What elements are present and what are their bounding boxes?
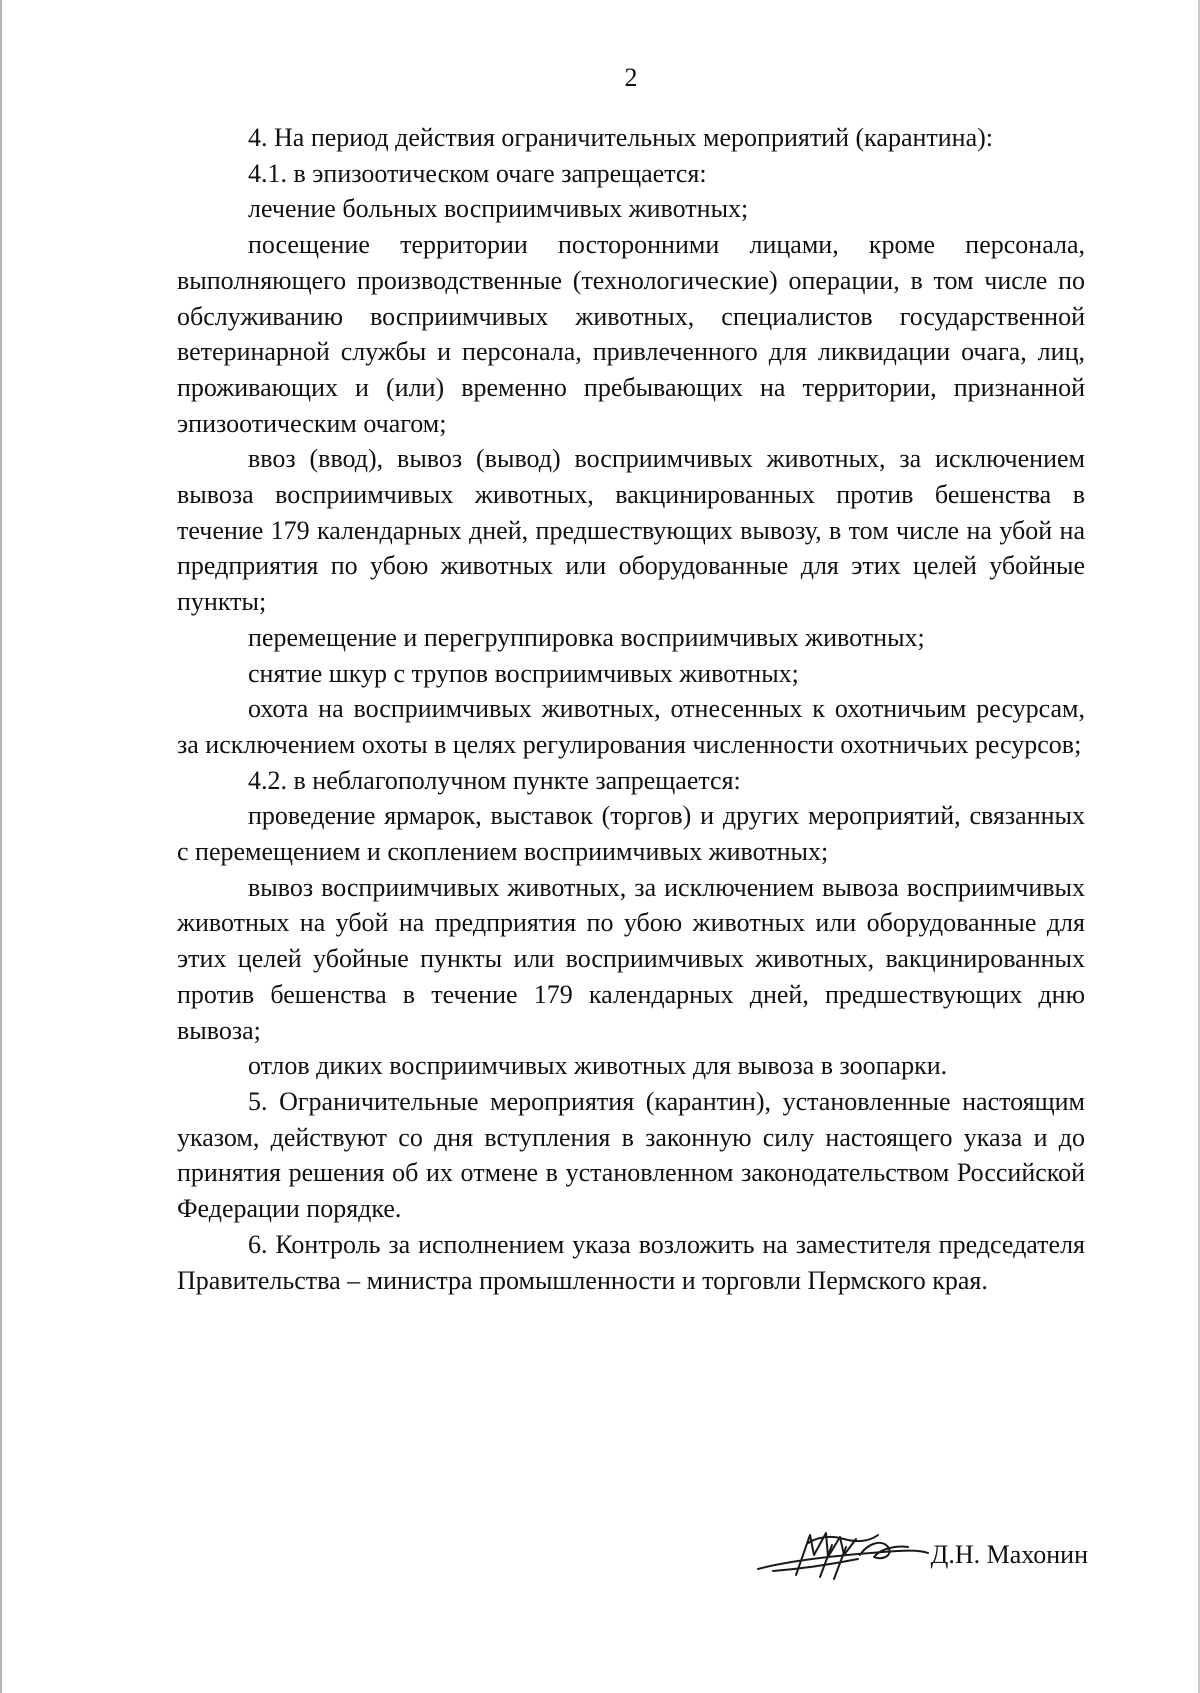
scan-edge-left — [0, 0, 2, 1693]
signature-block — [708, 1525, 1088, 1585]
paragraph-4: 4. На период действия ограничительных мероприятий (карантина): — [248, 123, 994, 152]
paragraph-fairs-ban: проведение ярмарок, выставок (торгов) и других мероприятий, связанных с перемещением и скоплением восприимчивых животных; — [177, 801, 1085, 867]
paragraph-4-2: 4.2. в неблагополучном пункте запрещается: — [248, 765, 741, 795]
paragraph-4-1: 4.1. в эпизоотическом очаге запрещается: — [248, 158, 707, 188]
paragraph-capture-ban: отлов диких восприимчивых животных для вывоза в зоопарки. — [248, 1051, 948, 1081]
paragraph-6: 6. Контроль за исполнением указа возложить на заместителя председателя Правительства – министра промышленности и торговли Пермского края. — [177, 1229, 1085, 1295]
paragraph-skinning-ban: снятие шкур с трупов восприимчивых животных; — [248, 658, 799, 688]
paragraph-treatment-ban: лечение больных восприимчивых животных; — [248, 194, 749, 224]
signature-icon — [748, 1525, 948, 1585]
paragraph-hunting-ban: охота на восприимчивых животных, отнесенных к охотничьим ресурсам, за исключением охоты в целях регулирования численности охотничьих ресурсов; — [177, 694, 1085, 759]
paragraph-regrouping-ban: перемещение и перегруппировка восприимчивых животных; — [248, 622, 925, 652]
page-number: 2 — [624, 63, 638, 92]
paragraph-removal-ban: вывоз восприимчивых животных, за исключением вывоза восприимчивых животных на убой на предприятия по убою животных или оборудованные для этих целей убойные пункты или восприимчивых животных, вакцинированных против бешенства в течение 179 календарных дней, предшествующих дню вывоза; — [177, 872, 1085, 1045]
paragraph-visit-ban: посещение территории посторонними лицами, кроме персонала, выполняющего производственные (технологические) операции, в том числе по обслуживанию восприимчивых животных, специалистов государственной ветеринарной службы и персонала, привлеченного для ликвидации очага, лиц, проживающих и (или) временно пребывающих на территории, признанной эпизоотическим очагом; — [177, 230, 1085, 438]
document-body — [177, 120, 1085, 1298]
signatory-name: Д.Н. Махонин — [930, 1540, 1088, 1569]
paragraph-import-export-ban: ввоз (ввод), вывоз (вывод) восприимчивых животных, за исключением вывоза восприимчивых животных, вакцинированных против бешенства в течение 179 календарных дней, предшествующих вывозу, в том числе на убой на предприятия по убою животных или оборудованные для этих целей убойные пункты; — [177, 444, 1085, 617]
paragraph-5: 5. Ограничительные мероприятия (карантин), установленные настоящим указом, действуют со дня вступления в законную силу настоящего указа и до принятия решения об их отмене в установленном законодательством Российской Федерации порядке. — [177, 1086, 1085, 1224]
